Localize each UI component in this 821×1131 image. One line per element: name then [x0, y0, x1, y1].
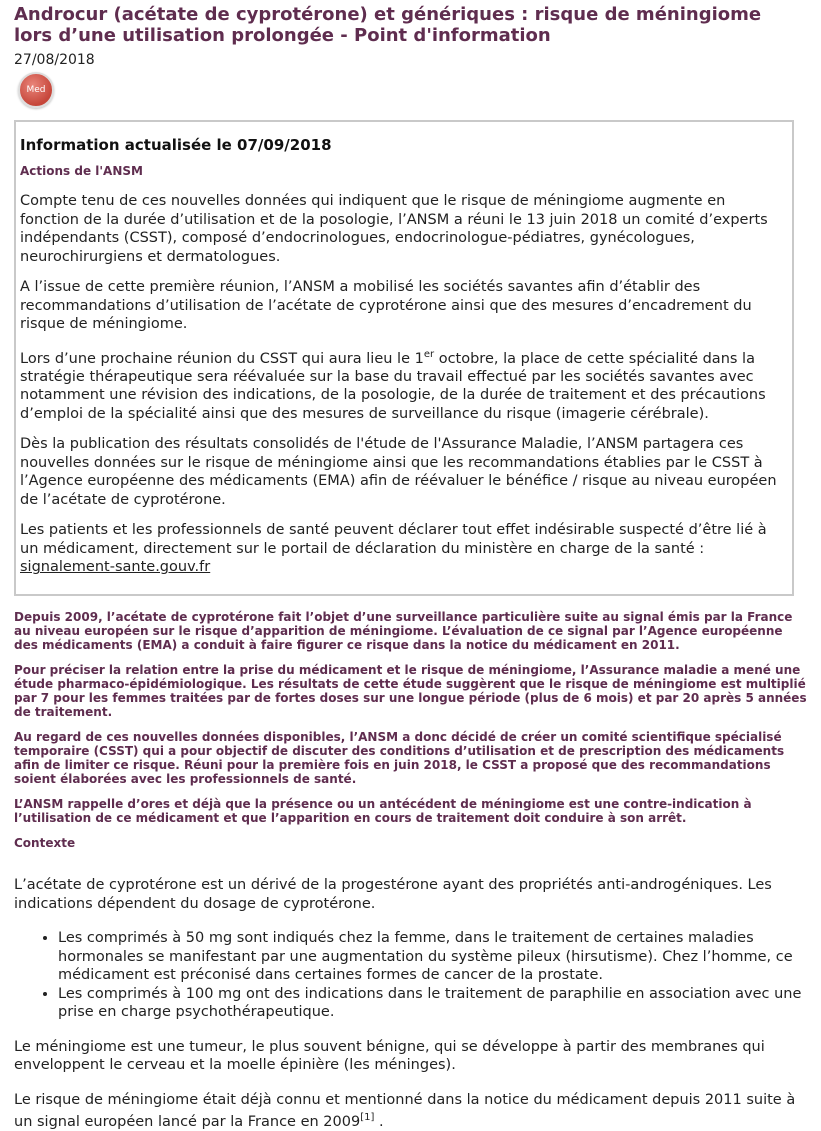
summary-paragraph-1: Depuis 2009, l’acétate de cyprotérone fait l’objet d’une surveillance particulière suite au signal émis par la France au niveau européen sur le risque d’apparition de méningiome. L’évaluation de ce signal par l’Agence européenne des médicaments (EMA) a conduit à faire figurer ce risque dans la notice du médicament en 2011.: [14, 610, 793, 652]
summary-paragraph-2: Pour préciser la relation entre la prise du médicament et le risque de méningiome, l’Assurance maladie a mené une étude pharmaco-épidémiologique. Les résultats de cette étude suggèrent que le risque de méningiome est multiplié par 7 pour les femmes traitées par de fortes doses sur une longue période (plus de 6 mois) et par 20 après 5 années de traitement.: [14, 663, 807, 719]
update-paragraph-3: [20, 346, 788, 424]
ordinal-superscript: er: [423, 348, 435, 360]
dosage-list: [14, 929, 808, 1022]
summary-block: [14, 610, 807, 825]
page-title: Androcur (acétate de cyprotérone) et génériques : risque de méningiome lors d’une utilisation prolongée - Point d'information: [14, 4, 762, 46]
update-paragraph-4: Dès la publication des résultats consolidés de l'étude de l'Assurance Maladie, l’ANSM partagera ces nouvelles données sur le risque de méningiome ainsi que les recommandations établies par le CSST à l’Agence européenne des médicaments (EMA) afin de réévaluer le bénéfice / risque au niveau européen de l’acétate de cyprotérone.: [20, 436, 777, 508]
update-title: Information actualisée le 07/09/2018: [20, 136, 332, 154]
list-item: • Les comprimés à 50 mg sont indiqués chez la femme, dans le traitement de certaines maladies hormonales se manifestant par une augmentation du système pileux (hirsutisme). Chez l’homme, ce médicament est préconisé dans certaines formes de cancer de la prostate.: [58, 929, 808, 985]
list-item: • Les comprimés à 100 mg ont des indications dans le traitement de paraphilie en association avec une prise en charge psychothérapeutique.: [58, 985, 808, 1022]
context-paragraph-3-end: .: [374, 1113, 384, 1130]
context-paragraph-3-text: Le risque de méningiome était déjà connu et mentionné dans la notice du médicament depuis 2011 suite à un signal européen lancé par la France en 2009: [14, 1091, 796, 1130]
context-paragraph-1: L’acétate de cyprotérone est un dérivé de la progestérone ayant des propriétés anti-androgéniques. Les indications dépendent du dosage de cyprotérone.: [14, 877, 772, 912]
signalement-link[interactable]: signalement-sante.gouv.fr: [20, 559, 211, 576]
update-paragraph-3-rest: octobre, la place de cette spécialité dans la stratégie thérapeutique sera réévaluée sur la base du travail effectué par les sociétés savantes avec notamment une révision des indications, de la posologie, de la durée de traitement et des précautions d’emploi de la spécialité ainsi que des mesures de surveillance du risque (imagerie cérébrale).: [20, 350, 766, 422]
section-heading-context: Contexte: [14, 836, 76, 850]
section-heading-actions: Actions de l'ANSM: [20, 164, 143, 178]
context-paragraph-3: [14, 1091, 804, 1131]
update-paragraph-5-text: Les patients et les professionnels de santé peuvent déclarer tout effet indésirable suspecté d’être lié à un médicament, directement sur le portail de déclaration du ministère en charge de la santé :: [20, 522, 767, 557]
update-paragraph-2: A l’issue de cette première réunion, l’ANSM a mobilisé les sociétés savantes afin d’établir des recommandations d’utilisation de l’acétate de cyprotérone ainsi que des mesures d’encadrement du risque de méningiome.: [20, 279, 752, 332]
update-paragraph-1: Compte tenu de ces nouvelles données qui indiquent que le risque de méningiome augmente en fonction de la durée d’utilisation et de la posologie, l’ANSM a réuni le 13 juin 2018 un comité d’experts indépendants (CSST), composé d’endocrinologues, endocrinologue-pédiatres, gynécologues, neurochirurgiens et dermatologues.: [20, 193, 768, 265]
update-paragraph-5: [20, 521, 788, 577]
context-paragraph-2: Le méningiome est une tumeur, le plus souvent bénigne, qui se développe à partir des membranes qui enveloppent le cerveau et la moelle épinière (les méninges).: [14, 1038, 765, 1073]
med-badge-icon: Med: [18, 72, 54, 108]
summary-paragraph-4: L’ANSM rappelle d’ores et déjà que la présence ou un antécédent de méningiome est une contre-indication à l’utilisation de ce médicament et que l’apparition en cours de traitement doit conduire à son arrêt.: [14, 797, 752, 825]
update-paragraph-3-text: Lors d’une prochaine réunion du CSST qui aura lieu le 1: [20, 350, 424, 367]
footnote-ref-link[interactable]: [1]: [360, 1112, 375, 1123]
summary-paragraph-3: Au regard de ces nouvelles données disponibles, l’ANSM a donc décidé de créer un comité scientifique spécialisé temporaire (CSST) qui a pour objectif de discuter des conditions d’utilisation et de prescription des médicaments afin de limiter ce risque. Réuni pour la première fois en juin 2018, le CSST a proposé que des recommandations soient élaborées avec les professionnels de santé.: [14, 730, 785, 786]
update-box: [14, 120, 794, 596]
publication-date: 27/08/2018: [14, 52, 95, 68]
